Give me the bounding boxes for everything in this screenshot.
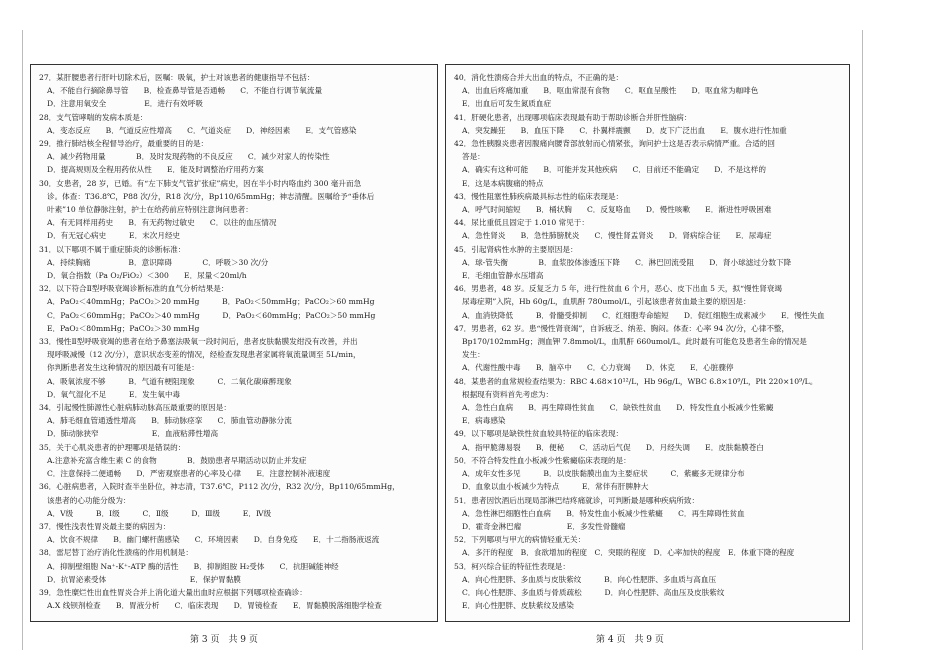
question-stem: 40．消化性溃疡合并大出血的特点，不正确的是：	[454, 73, 624, 82]
question-text-line: 该患者的心功能分级为：	[47, 495, 131, 505]
question-text-line: A．有无同样用药史 B．有无药物过敏史 C．以往的血压情况	[47, 218, 277, 228]
question-stem: 31．以下哪项不属于重症肺炎的诊断标准：	[39, 244, 186, 254]
question-text-line: E．这是本病腹痛的特点	[462, 178, 544, 188]
question-text-line: E．病毒感染	[462, 416, 506, 426]
question-text-line: C．向心性肥胖、多血质与骨质疏松 D．向心性肥胖、高血压及皮肤紫纹	[462, 587, 725, 597]
question-text-line: 叶素”10 单位静脉注射，护士在给药前应特别注意询问患者：	[47, 205, 253, 215]
question-text-line: A．不能自行摘除鼻导管 B．检查鼻导管是否通畅 C．不能自行调节氧流量	[47, 86, 323, 96]
question-text-line: A．减少药物用量 B．及时发现药物的不良反应 C．减少对家人的传染性	[47, 152, 330, 162]
exam-page-4	[445, 64, 850, 622]
question-text-line: Bp170/102mmHg；测血钾 7.8mmol/L，血肌酐 660umol/L。此时最有可能危及患者生命的情况是	[462, 337, 807, 347]
question-text-line: 答是：	[462, 152, 485, 162]
question-text-line: A.X 线钡剂检查 B．胃液分析 C．临床表现 D．胃镜检查 E．胃黏膜脱落细胞学检查	[47, 601, 382, 611]
question-stem: 34．引起慢性肺源性心脏病肺动脉高压最重要的原因是：	[39, 403, 231, 413]
exam-page-3	[30, 64, 438, 622]
question-text-line: A．PaO₂＜40mmHg；PaCO₂＞20 mmHg B．PaO₂＜50mmHg；PaCO₂＞60 mmHg	[47, 297, 375, 307]
question-text-line: A．球-管失衡 B．血浆胶体渗透压下降 C．淋巴回流受阻 D．肾小球滤过分数下降	[462, 257, 792, 267]
page-number-3: 第 3 页 共 9 页	[190, 635, 258, 645]
question-text-line: A．抑制壁细胞 Na⁺-K⁺-ATP 酶的活性 B．抑制组胺 H₂受体 C．抗胆碱能神经	[47, 561, 339, 571]
question-text-line: A．确实有这种可能 B．可能并发其他疾病 C．目前还不能确定 D．不是这样的	[462, 165, 766, 175]
question-text-line: A．突发躁狂 B．血压下降 C．扑翼样震颤 D．皮下广泛出血 E．腹水进行性加重	[462, 125, 787, 135]
question-text-line: A．指甲脆薄易裂 B．便秘 C．活动后气促 D．月经失调 E．皮肤黏膜苍白	[462, 442, 764, 452]
question-text-line: A．肺毛细血管通透性增高 B．肺动脉痉挛 C．肺血管动静脉分流	[47, 416, 292, 426]
question-text-line: A．持续胸痛 B．意识障碍 C．呼吸＞30 次/分	[47, 257, 269, 267]
question-stem: 35．关于心肌炎患者的护理哪项是错误的：	[39, 442, 186, 452]
question-text-line: A.注意补充富含维生素 C 的食物 B．鼓励患者早期活动以防止并发症	[47, 455, 307, 465]
question-stem: 53．柯兴综合征的特征性表现是：	[454, 561, 570, 571]
question-stem: 36．心脏病患者，入院时查半坐卧位，神志清，T37.6℃，P112 次/分，R32 次/分，Bp110/65mmHg，	[39, 482, 400, 492]
question-text-line: A．吸氧浓度不够 B．气道有梗阻现象 C．二氧化碳麻醉现象	[47, 376, 292, 386]
page-number-4: 第 4 页 共 9 页	[596, 635, 664, 645]
question-text-line: 你判断患者发生这种情况的原因最有可能是：	[47, 363, 199, 373]
question-text-line: E．出血后可发生氮质血症	[462, 99, 552, 109]
question-text-line: E．毛细血管静水压增高	[462, 271, 544, 281]
question-text-line: D．氧合指数（Pa O₂/FiO₂）＜300 E．尿量＜20ml/h	[47, 271, 247, 281]
question-stem: 49．以下哪项是缺铁性贫血较具特征的临床表现：	[454, 429, 624, 439]
question-text-line: D．抗胃泌素受体 E．保护胃黏膜	[47, 574, 241, 584]
question-stem: 28．支气管哮喘的发病本质是：	[39, 112, 148, 122]
question-stem: 44．尿比重低且固定于 1.010 常见于：	[454, 218, 589, 228]
question-stem: 45．引起肾病性水肿的主要原因是：	[454, 244, 578, 254]
question-stem: 37．慢性浅表性胃炎最主要的病因为：	[39, 521, 171, 531]
question-text-line: A．急性淋巴细胞性白血病 B．特发性血小板减少性紫癜 C．再生障碍性贫血	[462, 508, 745, 518]
question-text-line: A．变态反应 B．气道反应性增高 C．气道炎症 D．神经因素 E．支气管感染	[47, 125, 357, 135]
question-stem: 38．雷尼替丁治疗消化性溃疡的作用机制是：	[39, 548, 193, 558]
question-text-line: A．成年女性多见 B．以皮肤黏膜出血为主要症状 C．紫癜多无规律分布	[462, 469, 745, 479]
question-text-line: A．血消铁降低 B．骨髓受抑制 C．红细胞寿命缩短 D．促红细胞生成素减少 E．慢性失血	[462, 310, 825, 320]
question-text-line: D．肺动脉狭窄 E．血液粘滞性增高	[47, 429, 219, 439]
question-text-line: A．Ⅴ级 B．Ⅰ级 C．Ⅱ级 D．Ⅲ级 E．Ⅳ级	[47, 508, 272, 518]
question-stem: 33．慢性Ⅱ型呼吸衰竭的患者在给予鼻塞法吸氧一段时间后，患者皮肤黏膜发绀没有改善，并出	[39, 337, 358, 347]
question-stem: 51．患者因饮酒后出现局部淋巴结疼痛就诊，可判断最是哪种疾病所致：	[454, 495, 700, 505]
question-text-line: D．霍奇金淋巴瘤 E．多发性骨髓瘤	[462, 521, 626, 531]
scan-edge-left	[22, 30, 23, 650]
question-text-line: D．氧气湿化不足 E．发生氧中毒	[47, 389, 181, 399]
question-text-line: A．急性肾炎 B．急性肺膀胱炎 C．慢性肾盂肾炎 D．肾病综合征 E．尿毒症	[462, 231, 772, 241]
question-text-line: A．饮食不规律 B．幽门螺杆菌感染 C．环境因素 D．自身免疫 E．十二指肠液返流	[47, 535, 380, 545]
scan-edge-right	[862, 30, 863, 650]
question-stem: 50．不符合特发性血小板减少性紫癜临床表现的是：	[454, 455, 631, 465]
question-text-line: A．呼气时间缩短 B．桶状胸 C．反复咯血 D．慢性咳嗽 E．渐进性呼吸困难	[462, 205, 772, 215]
question-stem: 39．急性糜烂性出血性胃炎合并上消化道大量出血时应根据下列哪项检查确诊：	[39, 587, 307, 597]
question-text-line: A．代谢性酸中毒 B．脑卒中 C．心力衰竭 D．休克 E．心脏骤停	[462, 363, 734, 373]
question-text-line: 根据现有资料首先考虑为：	[462, 389, 554, 399]
question-text-line: A．向心性肥胖、多血质与皮肤紫纹 B．向心性肥胖、多血质与高血压	[462, 574, 717, 584]
question-stem: 48．某患者的血常规检查结果为：RBC 4.68×10¹²/L，Hb 96g/L，WBC 6.8×10⁹/L，Plt 220×10⁹/L。	[454, 376, 818, 386]
question-text-line: 发生：	[462, 350, 485, 360]
question-stem: 46．男患者，48 岁。反复乏力 5 年，进行性贫血 6 个月，恶心、皮下出血 5 天，拟“慢性肾衰竭	[454, 284, 782, 294]
question-stem: 29．推行肺结核全程督导治疗，最重要的目的是：	[39, 139, 209, 149]
question-stem: 30．女患者，28 岁，已婚。有“左下肺支气管扩张症”病史，因在半小时内咯血约 300 毫升而急	[39, 178, 362, 188]
question-text-line: E．PaO₂＜80mmHg；PaCO₂＞30 mmHg	[47, 323, 200, 333]
question-text-line: 现呼吸减慢（12 次/分），意识状态变差的情况，经检查发现患者家属将氧流量调至 5L/min，	[47, 350, 361, 360]
question-stem: 32．以下符合Ⅱ型呼吸衰竭诊断标准的血气分析结果是：	[39, 284, 229, 294]
question-stem: 47．男患者，62 岁。患“慢性肾衰竭”，自诉疲乏、纳差、胸闷。体查：心率 94 次/分，心律不整，	[454, 323, 790, 333]
question-text-line: D．注意用氧安全 E．进行有效呼吸	[47, 99, 203, 109]
question-stem: 42．急性胰腺炎患者因腹痛向腰背部放射而心情紧张，询问护士这是否表示病情严重。合适的回	[454, 139, 776, 149]
question-text-line: 尿毒症期”入院，Hb 60g/L，血肌酐 780umol/L，引起该患者贫血最主要的原因是：	[462, 297, 751, 307]
question-text-line: A．急性白血病 B．再生障碍性贫血 C．缺铁性贫血 D．特发性血小板减少性紫癜	[462, 403, 774, 413]
question-stem: 43．慢性阻塞性肺疾病最具标志性的临床表现是：	[454, 191, 624, 201]
question-text-line: C．PaO₂＜60mmHg；PaCO₂＞40 mmHg D．PaO₂＜60mmHg；PaCO₂＞50 mmHg	[47, 310, 376, 320]
question-stem: 41．肝硬化患者，出现哪项临床表现最有助于帮助诊断合并肝性脑病：	[454, 112, 692, 122]
question-text-line: D．提高规则及全程用药依从性 E．能及时调整治疗用药方案	[47, 165, 264, 175]
question-text-line: D．血象以血小板减少为特点 E．常伴有肝脾肿大	[462, 482, 649, 492]
question-stem: 27．某肝腰患者行肝叶切除术后，医嘱：吸氧，护士对该患者的健康指导不包括：	[39, 73, 315, 82]
question-text-line: 诊。体查：T36.8℃，P88 次/分，R18 次/分，Bp110/65mmHg；神志清醒。医嘱给予“垂体后	[47, 191, 375, 201]
question-text-line: A．多汗的程度 B．食欲增加的程度 C．突眼的程度 D．心率加快的程度 E．体重下降的程度	[462, 548, 795, 558]
question-text-line: E．向心性肥胖、皮肤紫纹及感染	[462, 601, 574, 611]
question-text-line: A．出血后疼痛加重 B．呕血常混有食物 C．呕血呈酸性 D．呕血常为咖啡色	[462, 86, 759, 96]
question-text-line: C．注意保持二便通畅 D．严密观察患者的心率及心律 E．注意控制补液速度	[47, 469, 331, 479]
question-stem: 52．下列哪项与甲亢的病情轻重无关：	[454, 535, 586, 545]
question-text-line: D．有无冠心病史 E．末次月经史	[47, 231, 181, 241]
